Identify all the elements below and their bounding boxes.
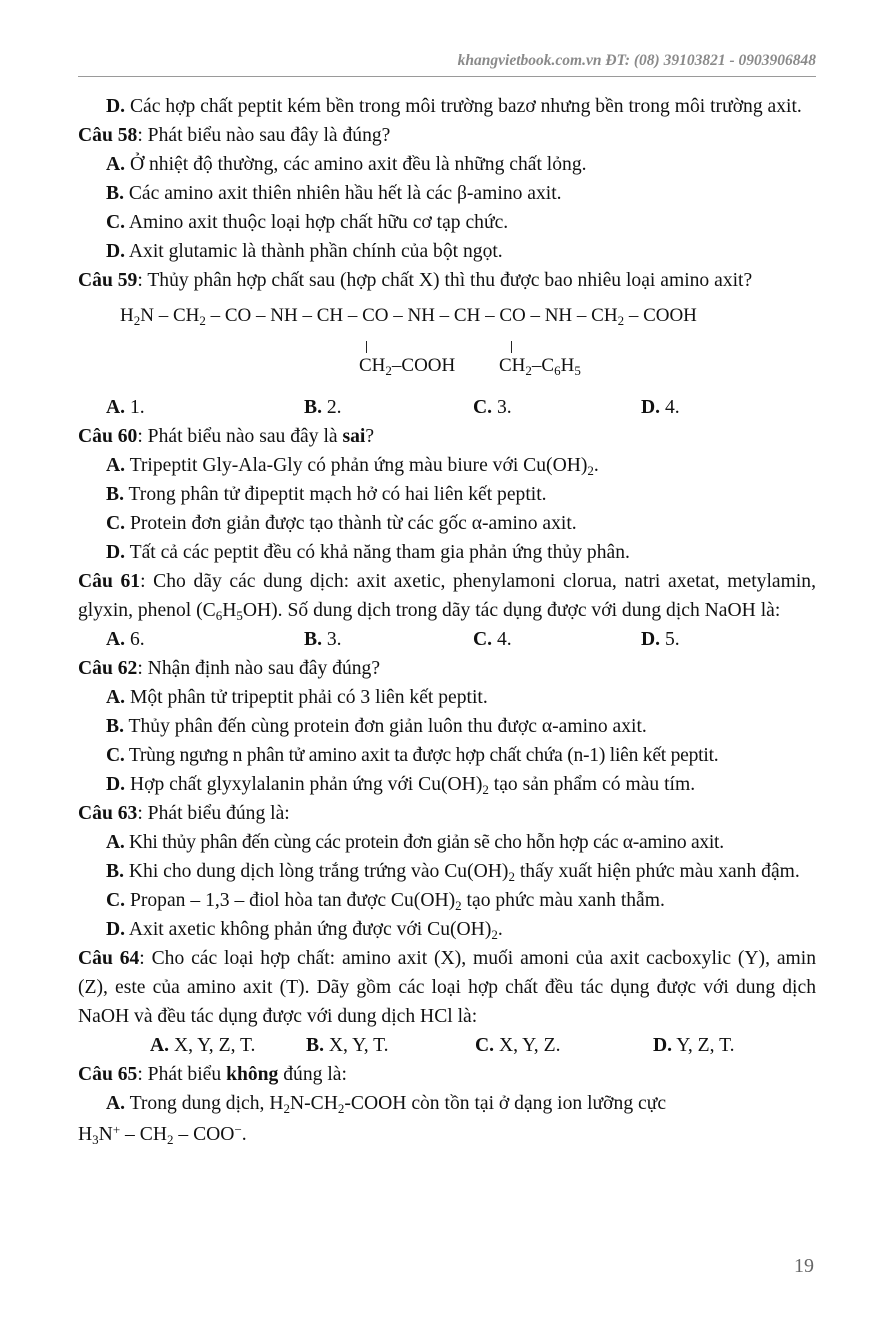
q61-option-d: D. 5. [641, 629, 680, 650]
q62-stem: Câu 62: Nhận định nào sau đây đúng? [78, 658, 381, 679]
q64-options [78, 1031, 816, 1060]
q58-option-a: A. Ở nhiệt độ thường, các amino axit đều là những chất lỏng. [106, 154, 587, 175]
formula-branch-1: $CH_2$–COOH [359, 355, 456, 378]
q60-stem: Câu 60: Phát biểu nào sau đây là sai? [78, 426, 375, 447]
q65-option-a: A. Trong dung dịch, $H_2N-CH_2$-COOH còn tồn tại ở dạng ion lưỡng cực [106, 1093, 667, 1116]
q60-option-b: B. Trong phân tử đipeptit mạch hở có hai liên kết peptit. [106, 484, 547, 505]
q61-option-c: C. 4. [473, 629, 512, 650]
page-content [78, 92, 816, 1152]
q61-option-a: A. 6. [106, 629, 145, 650]
q64-option-a: A. X, Y, Z, T. [150, 1035, 256, 1056]
q61-stem: Câu 61: Cho dãy các dung dịch: axit axetic, phenylamoni clorua, natri axetat, metylamin, glyxin, phenol $(C_6H_5OH)$. Số dung dịch trong dãy tác dụng được với dung dịch NaOH là: [78, 571, 816, 623]
header-text: khangvietbook.com.vn ĐT: (08) 39103821 - 0903906848 [457, 52, 816, 69]
q60-option-d: D. Tất cả các peptit đều có khả năng tham gia phản ứng thủy phân. [106, 542, 630, 563]
q58-option-d: D. Axit glutamic là thành phần chính của bột ngọt. [106, 241, 503, 262]
q59-stem: Câu 59: Thủy phân hợp chất sau (hợp chất X) thì thu được bao nhiêu loại amino axit? [78, 270, 753, 291]
q63-option-a: A. Khi thủy phân đến cùng các protein đơn giản sẽ cho hỗn hợp các α-amino axit. [106, 832, 724, 853]
q57-option-d: D. Các hợp chất peptit kém bền trong môi trường bazơ nhưng bền trong môi trường axit. [106, 96, 802, 117]
q59-options [78, 393, 816, 422]
page-number: 19 [794, 1255, 814, 1277]
q61-option-b: B. 3. [304, 629, 342, 650]
q62-option-d: D. Hợp chất glyxylalanin phản ứng với $Cu(OH)_2$ tạo sản phẩm có màu tím. [106, 774, 696, 797]
q59-option-b: B. 2. [304, 397, 342, 418]
q63-option-d: D. Axit axetic không phản ứng được với $Cu(OH)_2$. [106, 919, 503, 942]
q64-option-d: D. Y, Z, T. [653, 1035, 735, 1056]
q59-option-a: A. 1. [106, 397, 145, 418]
q60-option-a: A. Tripeptit Gly-Ala-Gly có phản ứng màu biure với $Cu(OH)_2$. [106, 455, 599, 478]
q59-option-d: D. 4. [641, 397, 680, 418]
q64-stem: Câu 64: Cho các loại hợp chất: amino axit (X), muối amoni của axit cacboxylic (Y), amin (Z), este của amino axit (T). Dãy gồm các loại hợp chất đều tác dụng được với dung dịch NaOH và đều tác dụng được với dung dịch HCl là: [78, 948, 816, 1027]
formula-branch-2: $CH_2-C_6H_5$ [499, 355, 581, 378]
q61-options [78, 625, 816, 654]
q58-option-b: B. Các amino axit thiên nhiên hầu hết là các β-amino axit. [106, 183, 562, 204]
q62-option-a: A. Một phân tử tripeptit phải có 3 liên kết peptit. [106, 687, 488, 708]
formula-main-chain: $H_2N - CH_2$ – CO – NH – CH – CO – NH – CH – CO – NH – $CH_2$ – COOH [120, 305, 697, 328]
q60-option-c: C. Protein đơn giản được tạo thành từ các gốc α-amino axit. [106, 513, 577, 534]
q65-stem: Câu 65: Phát biểu không đúng là: [78, 1064, 347, 1085]
q63-option-c: C. Propan – 1,3 – điol hòa tan được $Cu(OH)_2$ tạo phức màu xanh thẫm. [106, 890, 665, 913]
q62-option-b: B. Thủy phân đến cùng protein đơn giản luôn thu được α-amino axit. [106, 716, 647, 737]
q63-stem: Câu 63: Phát biểu đúng là: [78, 803, 290, 824]
q63-option-b: B. Khi cho dung dịch lòng trắng trứng vào $Cu(OH)_2$ thấy xuất hiện phức màu xanh đậm. [106, 861, 800, 884]
q59-structural-formula [78, 295, 816, 393]
q58-option-c: C. Amino axit thuộc loại hợp chất hữu cơ tạp chức. [106, 212, 509, 233]
q58-stem: Câu 58: Phát biểu nào sau đây là đúng? [78, 125, 391, 146]
q64-option-b: B. X, Y, T. [306, 1035, 389, 1056]
q62-option-c: C. Trùng ngưng n phân tử amino axit ta được hợp chất chứa (n-1) liên kết peptit. [106, 745, 719, 766]
q65-zwitterion-formula: $H_3N^+ - CH_2 - COO^-$. [78, 1122, 247, 1147]
page-header [78, 52, 816, 77]
q59-option-c: C. 3. [473, 397, 512, 418]
q64-option-c: C. X, Y, Z. [475, 1035, 561, 1056]
